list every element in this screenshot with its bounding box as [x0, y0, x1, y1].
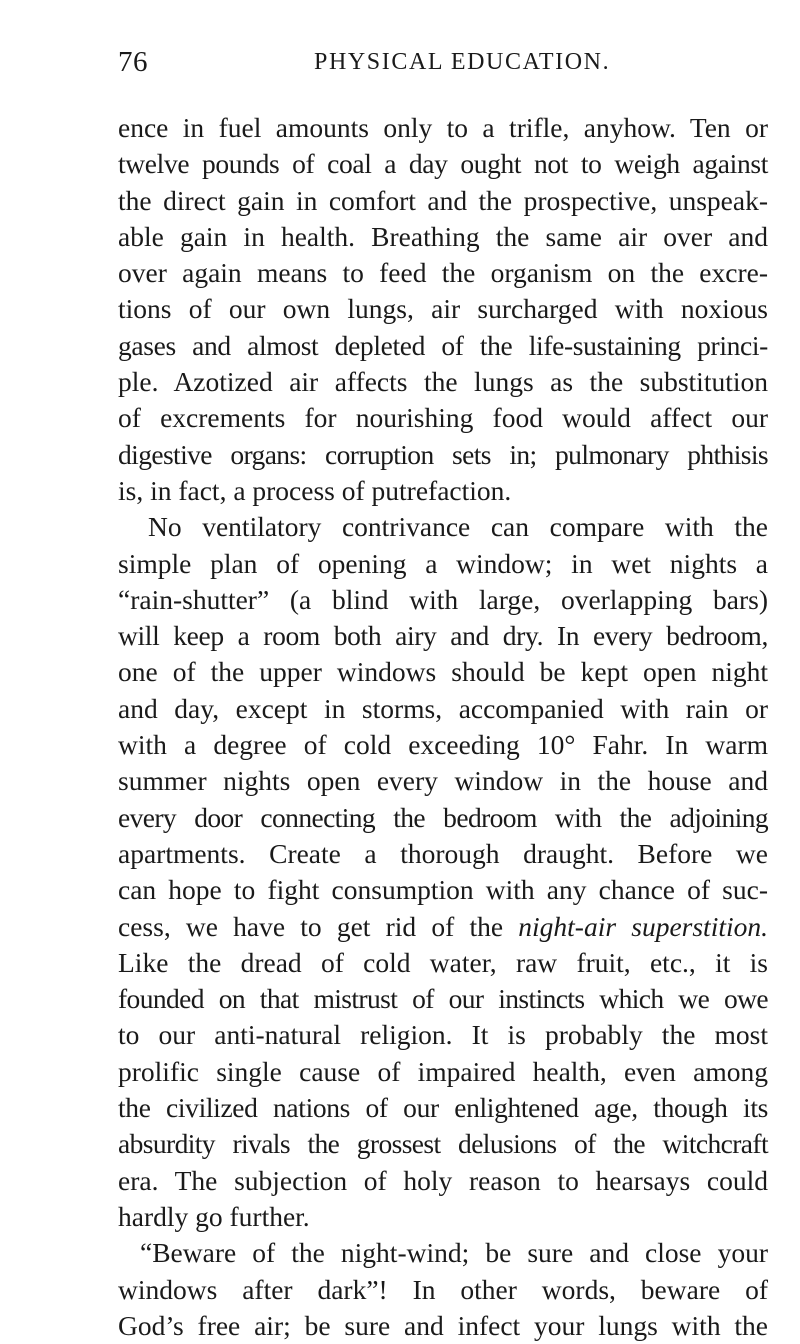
text-line: God’s free air; be sure and infect your lungs with the — [118, 1309, 768, 1341]
running-title: PHYSICAL EDUCATION. — [314, 49, 611, 75]
italic-phrase: night-air superstition. — [518, 910, 768, 942]
text-line: “Beware of the night-wind; be sure and close your — [140, 1237, 768, 1269]
text-line: era. The subjection of holy reason to hearsays could — [118, 1164, 768, 1196]
text-line: gases and almost depleted of the life-sustaining princi- — [118, 329, 768, 361]
text-line: founded on that mistrust of our instincts which we owe — [118, 983, 768, 1015]
text-line: every door connecting the bedroom with the adjoining — [118, 801, 768, 833]
text-line-with-italic — [118, 909, 768, 945]
text-line: able gain in health. Breathing the same air over and — [118, 220, 768, 252]
text-line: ple. Azotized air affects the lungs as the substitution — [118, 366, 768, 398]
text-line: Like the dread of cold water, raw fruit, etc., it is — [118, 946, 768, 978]
text-line: ence in fuel amounts only to a trifle, anyhow. Ten or — [118, 112, 768, 143]
text-line: over again means to feed the organism on the excre- — [118, 257, 768, 289]
body-text — [118, 110, 768, 1344]
text-line: digestive organs: corruption sets in; pulmonary phthisis — [118, 438, 768, 470]
text-line: hardly go further. — [118, 1200, 310, 1232]
text-line: No ventilatory contrivance can compare with the — [148, 511, 768, 543]
text-line: absurdity rivals the grossest delusions of the witchcraft — [118, 1128, 768, 1160]
text-line: simple plan of opening a window; in wet nights a — [118, 547, 768, 579]
text-line: of excrements for nourishing food would affect our — [118, 402, 768, 434]
text-line: to our anti-natural religion. It is probably the most — [118, 1019, 768, 1051]
text-line: prolific single cause of impaired health, even among — [118, 1055, 768, 1087]
text-line: “rain-shutter” (a blind with large, overlapping bars) — [118, 583, 768, 615]
text-line: the civilized nations of our enlightened age, though its — [118, 1092, 768, 1124]
text-line: windows after dark”! In other words, beware of — [118, 1273, 768, 1305]
page-number: 76 — [118, 46, 148, 78]
text-line: with a degree of cold exceeding 10° Fahr. In warm — [118, 729, 768, 761]
text-line: tions of our own lungs, air surcharged with noxious — [118, 293, 768, 325]
text-line: apartments. Create a thorough draught. Before we — [118, 837, 768, 869]
text-line: one of the upper windows should be kept open night — [118, 656, 768, 688]
text-line: the direct gain in comfort and the prospective, unspeak- — [118, 184, 768, 216]
text-line: summer nights open every window in the house and — [118, 765, 768, 797]
text-line: is, in fact, a process of putrefaction. — [118, 474, 512, 506]
text-line: can hope to fight consumption with any chance of suc- — [118, 874, 768, 906]
text-line: will keep a room both airy and dry. In every bedroom, — [118, 620, 768, 652]
text-run: cess, we have to get rid of the — [118, 910, 519, 942]
text-line: twelve pounds of coal a day ought not to weigh against — [118, 148, 768, 180]
text-line: and day, except in storms, accompanied with rain or — [118, 692, 768, 724]
running-head — [118, 46, 768, 80]
